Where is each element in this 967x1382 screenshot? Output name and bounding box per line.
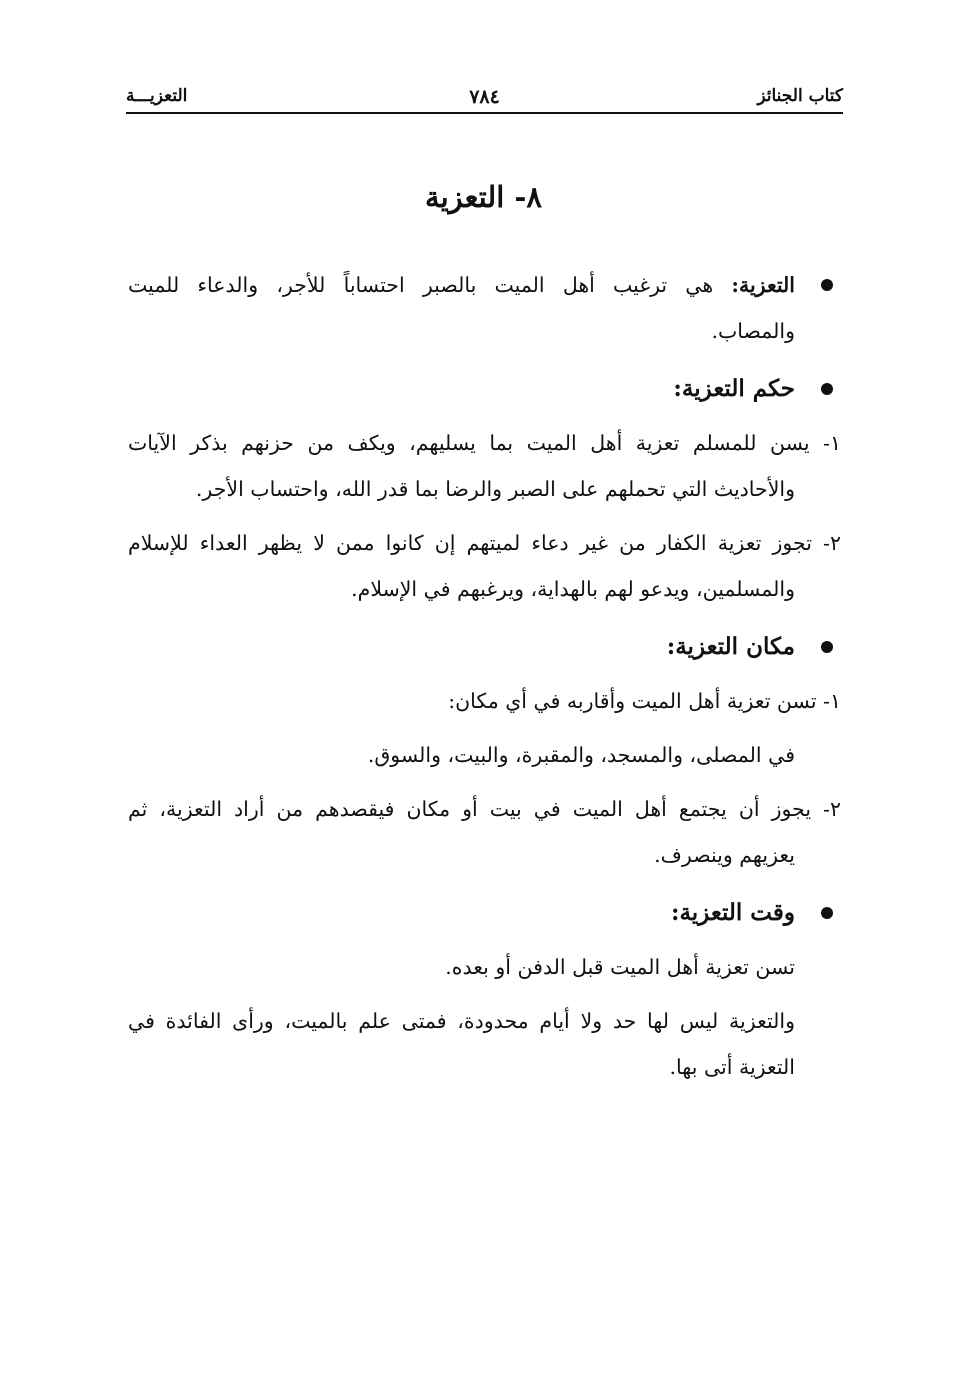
running-header <box>126 84 843 114</box>
bullet-icon <box>821 383 833 395</box>
bullet-icon <box>821 641 833 653</box>
ruling-point-2-line-1: ٢- تجوز تعزية الكفار من غير دعاء لميتهم إن كانوا ممن لا يظهر العداء للإسلام <box>128 531 841 555</box>
bullet-icon <box>821 279 833 291</box>
definition-text: هي ترغيب أهل الميت بالصبر احتساباً للأجر، والدعاء للميت <box>128 273 732 297</box>
time-heading-line <box>128 890 841 936</box>
section-title: ٨- التعزية <box>425 180 542 214</box>
ruling-heading-line <box>128 366 841 412</box>
bullet-icon <box>821 907 833 919</box>
time-paragraph-1: تسن تعزية أهل الميت قبل الدفن أو بعده. <box>445 955 795 979</box>
page-number: ٧٨٤ <box>469 86 500 108</box>
time-heading: وقت التعزية: <box>670 899 795 926</box>
definition-line-1 <box>128 262 841 308</box>
ruling-heading: حكم التعزية: <box>673 375 795 402</box>
ruling-point-2-line-2: والمسلمين، ويدعو لهم بالهداية، ويرغبهم في الإسلام. <box>351 577 795 601</box>
definition-term: التعزية: <box>731 273 795 297</box>
place-point-2-line-1: ٢- يجوز أن يجتمع أهل الميت في بيت أو مكان فيقصدهم من أراد التعزية، ثم <box>128 797 841 821</box>
place-heading-line <box>128 624 841 670</box>
ruling-point-1-line-2: والأحاديث التي تحملهم على الصبر والرضا بما قدر الله، واحتساب الأجر. <box>195 477 795 501</box>
body-text <box>128 262 841 1090</box>
time-paragraph-2-line-2: التعزية أتى بها. <box>669 1055 795 1079</box>
chapter-title: التعزيـــة <box>126 86 188 106</box>
place-heading: مكان التعزية: <box>666 633 795 660</box>
ruling-point-1-line-1: ١- يسن للمسلم تعزية أهل الميت بما يسليهم، ويكف من حزنهم بذكر الآيات <box>128 431 841 455</box>
place-point-2-line-2: يعزيهم وينصرف. <box>654 843 795 867</box>
place-point-1-line-2: في المصلى، والمسجد، والمقبرة، والبيت، والسوق. <box>367 743 795 767</box>
book-title: كتاب الجنائز <box>757 86 843 106</box>
place-point-1-line-1: ١- تسن تعزية أهل الميت وأقاربه في أي مكان: <box>448 689 841 713</box>
time-paragraph-2-line-1: والتعزية ليس لها حد ولا أيام محدودة، فمتى علم بالميت، ورأى الفائدة في <box>128 1009 795 1033</box>
definition-line-2: والمصاب. <box>711 319 795 343</box>
